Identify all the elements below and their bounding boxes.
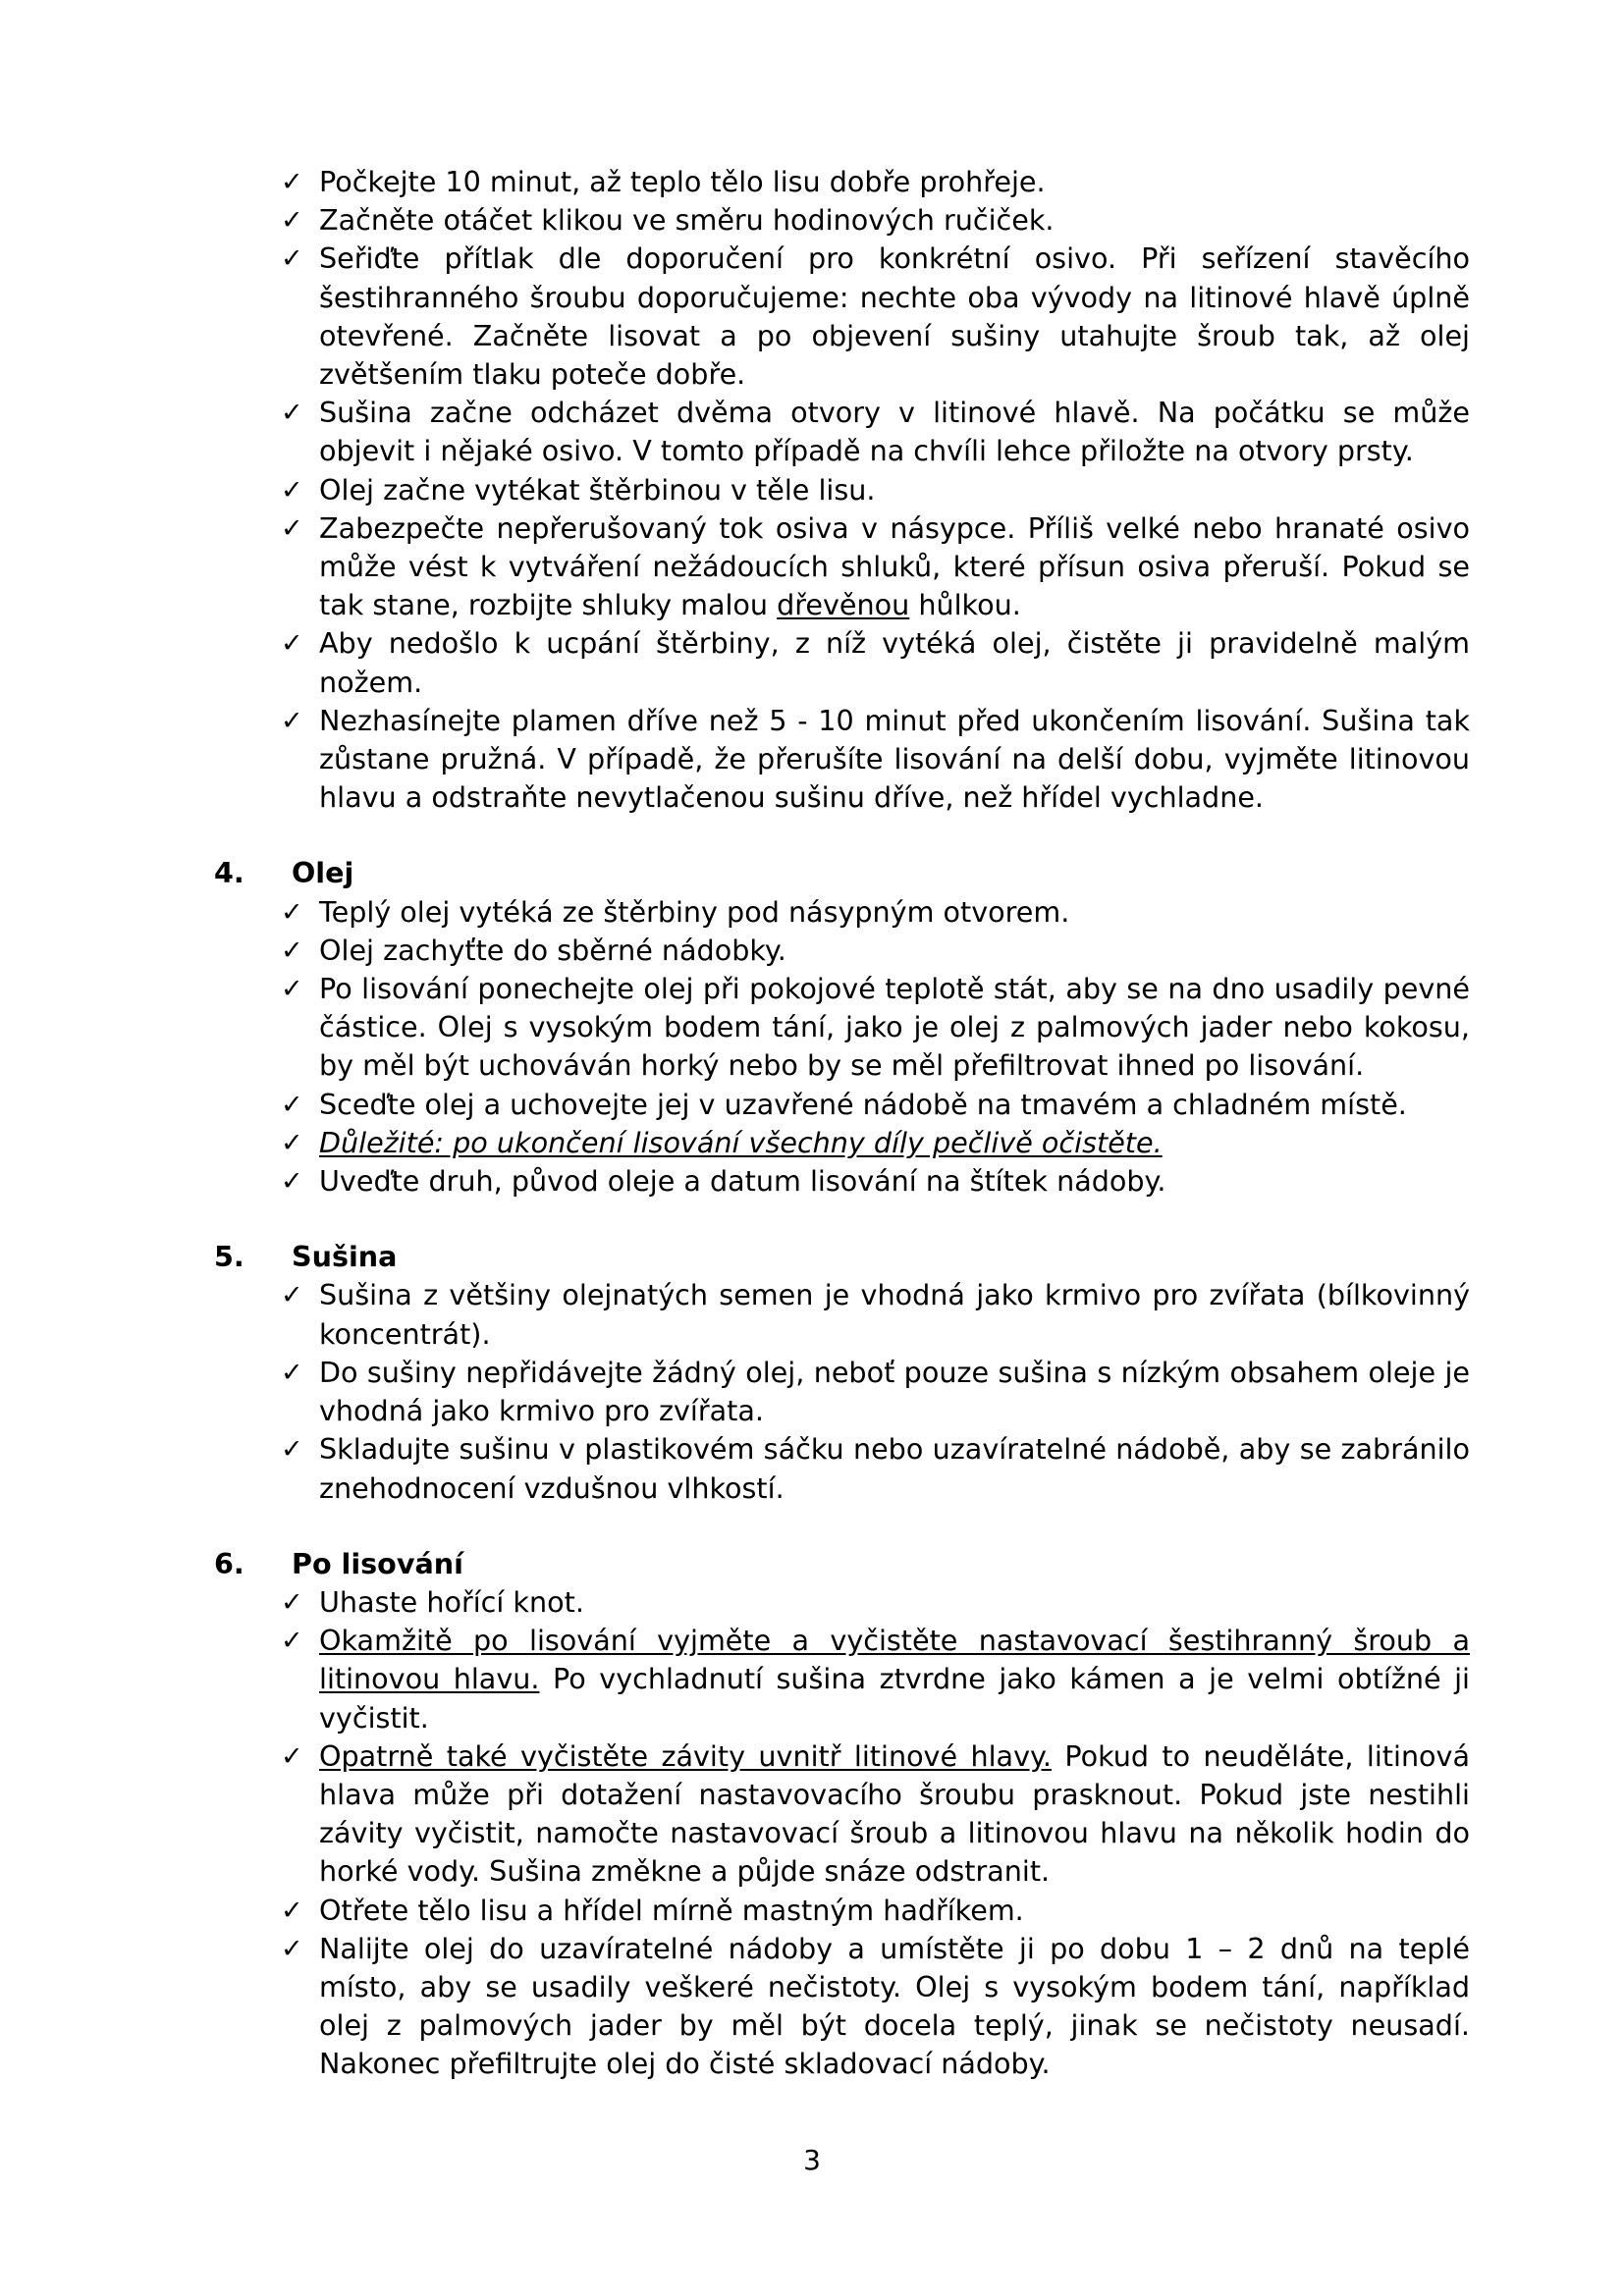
checklist-item [281, 163, 1470, 201]
checkmark-icon: ✓ [281, 1895, 303, 1926]
checkmark-icon: ✓ [281, 205, 303, 237]
section-number: 5. [214, 1240, 244, 1274]
item-text: Počkejte 10 minut, až teplo tělo lisu dobře prohřeje. [319, 165, 1046, 198]
checklist-item [281, 471, 1470, 509]
item-text: Uveďte druh, původ oleje a datum lisování na štítek nádoby. [319, 1164, 1166, 1199]
item-text: Sušina začne odcházet dvěma otvory v litinové hlavě. Na počátku se může objevit i nějaké osivo. V tomto případě na chvíli lehce přiložte na otvory prsty. [319, 396, 1470, 468]
checklist-item [281, 893, 1470, 932]
item-text: Po lisování ponechejte olej při pokojové teplotě stát, aby se na dno usadily pevné částice. Olej s vysokým bodem tání, jako je olej z palmových jader nebo kokosu, by měl být uchováván horký nebo by se měl přefiltrovat ihned po lisování. [319, 972, 1470, 1083]
checkmark-icon: ✓ [281, 628, 303, 660]
checkmark-icon: ✓ [281, 1166, 303, 1198]
section-title: Po lisování [292, 1546, 463, 1580]
checklist-item [281, 1430, 1470, 1507]
item-text: Pokud to neuděláte, litinová hlava může při dotažení nastavovacího šroubu prasknout. Pokud jste nestihli závity vyčistit, namočte nastavovací šroub a litinovou hlavu na několik hodin do horké vody. Sušina změkne a půjde snáze odstranit. [319, 1738, 1470, 1889]
emphasized-text: Okamžitě po lisování vyjměte a vyčistěte nastavovací šestihranný šroub a litinovou hlavu. [319, 1624, 1470, 1696]
checklist-item [281, 1930, 1470, 2084]
checklist-item [281, 1162, 1470, 1201]
checkmark-icon: ✓ [281, 1280, 303, 1311]
checkmark-icon: ✓ [281, 974, 303, 1005]
emphasized-text: dřevěnou [777, 588, 910, 622]
checkmark-icon: ✓ [281, 1933, 303, 1964]
item-text: Otřete tělo lisu a hřídel mírně mastným hadříkem. [319, 1893, 1024, 1927]
item-text: Seřiďte přítlak dle doporučení pro konkrétní osivo. Při seřízení stavěcího šestihranného šroubu doporučujeme: nechte oba vývody na litinové hlavě úplně otevřené. Začněte lisovat a po objevení sušiny utahujte šroub tak, až olej zvětšením tlaku poteče dobře. [319, 241, 1470, 392]
item-text: Olej začne vytékat štěrbinou v těle lisu. [319, 472, 876, 507]
checkmark-icon: ✓ [281, 1127, 303, 1158]
checklist-item [281, 1583, 1470, 1622]
item-text: Do sušiny nepřidávejte žádný olej, neboť pouze sušina s nízkým obsahem oleje je vhodná jako krmivo pro zvířata. [319, 1355, 1470, 1428]
emphasized-text: Důležité: po ukončení lisování všechny díly pečlivě očistěte. [319, 1125, 1163, 1159]
checklist-item [281, 394, 1470, 470]
section-number: 6. [214, 1546, 244, 1580]
checklist-item [281, 509, 1470, 625]
section-heading [214, 1238, 1624, 1276]
checkmark-icon: ✓ [281, 474, 303, 506]
section-heading [214, 1545, 1624, 1583]
checklist-item [281, 240, 1470, 394]
section-title: Sušina [292, 1240, 398, 1274]
checkmark-icon: ✓ [281, 1586, 303, 1618]
item-text: hůlkou. [909, 588, 1021, 622]
item-text: Aby nedošlo k ucpání štěrbiny, z níž vytéká olej, čistěte ji pravidelně malým nožem. [319, 626, 1470, 699]
checkmark-icon: ✓ [281, 1434, 303, 1466]
checkmark-icon: ✓ [281, 243, 303, 275]
checkmark-icon: ✓ [281, 1357, 303, 1388]
checklist-item [281, 970, 1470, 1086]
item-text: Skladujte sušinu v plastikovém sáčku nebo uzavíratelné nádobě, aby se zabránilo znehodnocení vzdušnou vlhkostí. [319, 1432, 1470, 1505]
item-text: Teplý olej vytéká ze štěrbiny pod násypným otvorem. [319, 894, 1070, 929]
checklist-item [281, 1124, 1470, 1162]
item-text: Nalijte olej do uzavíratelné nádoby a umístěte ji po dobu 1 – 2 dnů na teplé místo, aby se usadily veškeré nečistoty. Olej s vysokým bodem tání, například olej z palmových jader by měl být docela teplý, jinak se nečistoty neusadí. Nakonec přefiltrujte olej do čisté skladovací nádoby. [319, 1931, 1470, 2081]
item-text: Zabezpečte nepřerušovaný tok osiva v násypce. Příliš velké nebo hranaté osivo může vést k vytváření nežádoucích shluků, které přísun osiva přeruší. Pokud se tak stane, rozbijte shluky malou [319, 510, 1470, 622]
checklist-item [281, 1737, 1470, 1892]
sections [0, 854, 1624, 2083]
item-text: Začněte otáčet klikou ve směru hodinových ručiček. [319, 203, 1055, 238]
checklist-item [281, 1086, 1470, 1124]
checklist-item [281, 1354, 1470, 1430]
checklist-item [281, 1892, 1470, 1930]
item-text: Uhaste hořící knot. [319, 1584, 584, 1619]
checkmark-icon: ✓ [281, 1626, 303, 1657]
checkmark-icon: ✓ [281, 896, 303, 928]
section-heading [214, 854, 1624, 892]
section-title: Olej [292, 856, 354, 890]
checklist-item [281, 201, 1470, 240]
section-number: 4. [214, 856, 244, 890]
checkmark-icon: ✓ [281, 398, 303, 429]
page-number: 3 [803, 2144, 821, 2176]
checklist-item [281, 932, 1470, 970]
continued-checklist [0, 0, 1624, 817]
item-text: Sušina z většiny olejnatých semen je vhodná jako krmivo pro zvířata (bílkovinný koncentrát). [319, 1278, 1470, 1351]
checklist-item [281, 624, 1470, 701]
checklist-item [281, 702, 1470, 818]
item-text: Po vychladnutí sušina ztvrdne jako kámen a je velmi obtížné ji vyčistit. [319, 1662, 1470, 1735]
emphasized-text: Opatrně také vyčistěte závity uvnitř litinové hlavy. [319, 1738, 1052, 1773]
checkmark-icon: ✓ [281, 705, 303, 736]
checkmark-icon: ✓ [281, 512, 303, 544]
checklist-item [281, 1622, 1470, 1737]
checkmark-icon: ✓ [281, 934, 303, 966]
item-text: Olej zachyťte do sběrné nádobky. [319, 933, 786, 967]
checkmark-icon: ✓ [281, 167, 303, 197]
item-text: Sceďte olej a uchovejte jej v uzavřené nádobě na tmavém a chladném místě. [319, 1087, 1407, 1121]
checklist-item [281, 1276, 1470, 1353]
checkmark-icon: ✓ [281, 1089, 303, 1120]
checkmark-icon: ✓ [281, 1740, 303, 1772]
item-text: Nezhasínejte plamen dříve než 5 - 10 minut před ukončením lisování. Sušina tak zůstane pružná. V případě, že přerušíte lisování na delší dobu, vyjměte litinovou hlavu a odstraňte nevytlačenou sušinu dříve, než hřídel vychladne. [319, 703, 1470, 815]
